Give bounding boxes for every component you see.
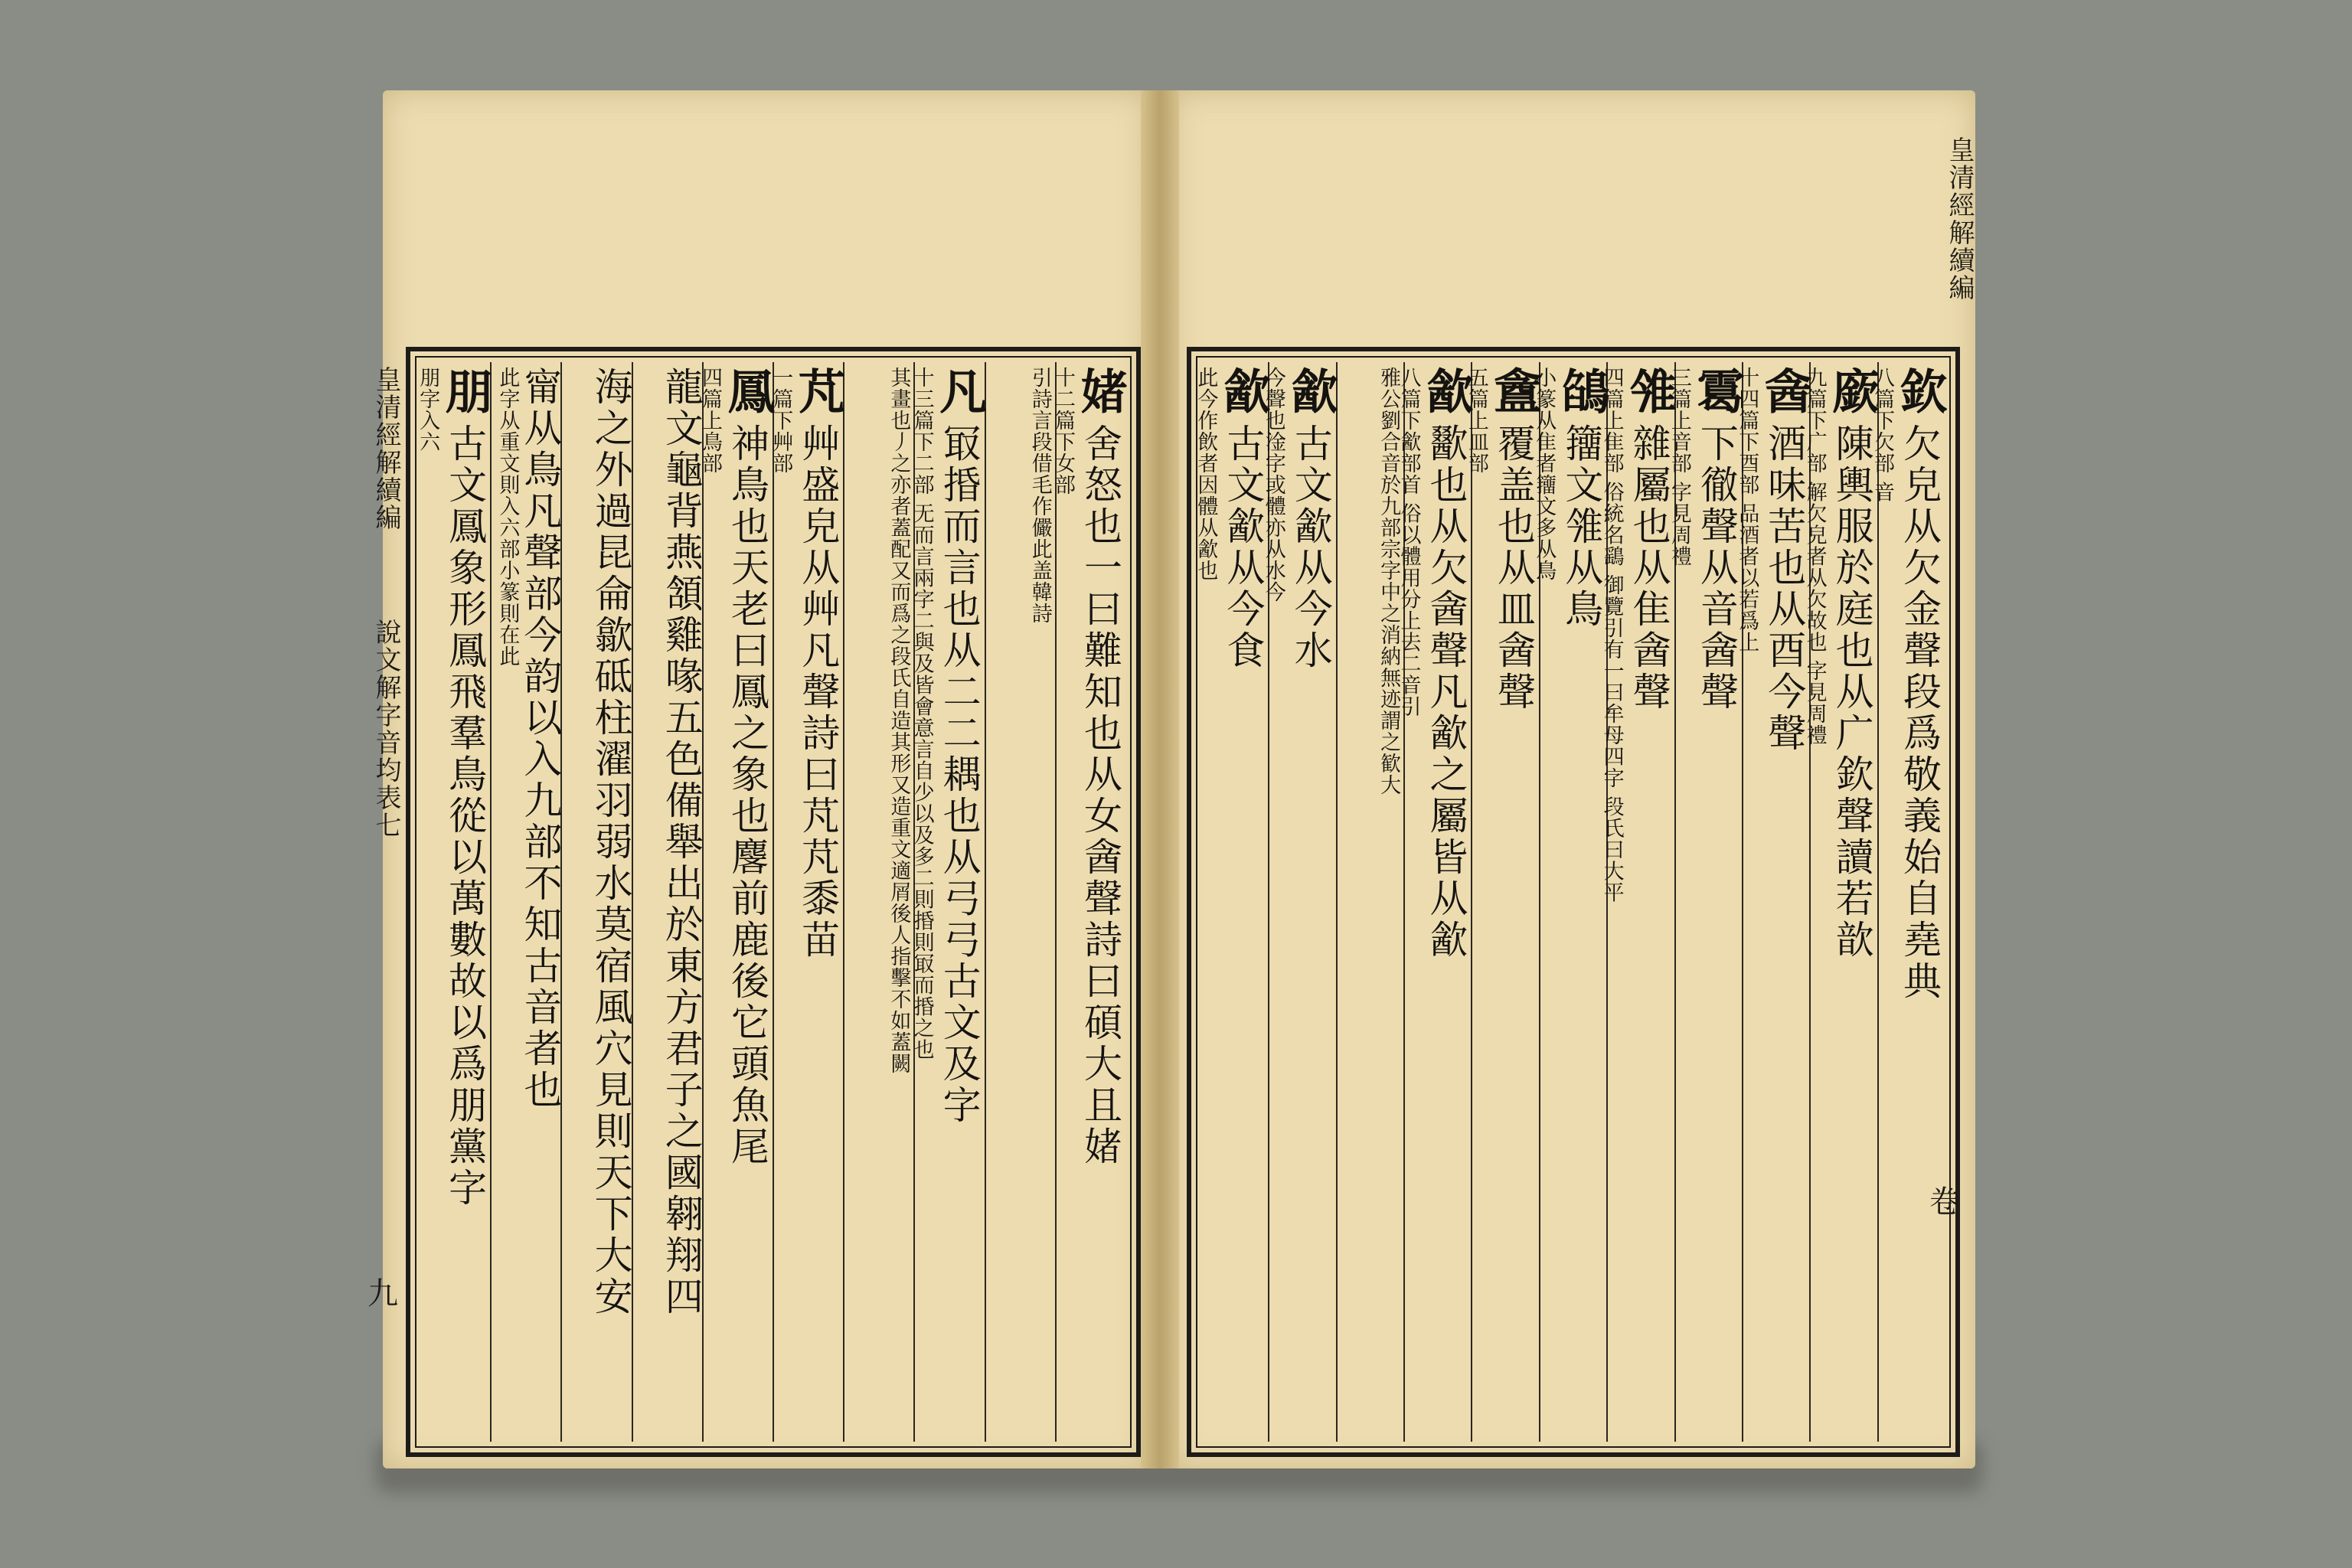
main-text: 甯从鳥凡聲部今韵以入九部不知古音者也: [518, 367, 563, 1111]
right-columns: [1194, 362, 1948, 1442]
text-column: [1599, 362, 1677, 1442]
main-text: 下徹聲从音酓聲: [1694, 423, 1739, 713]
main-text: 神鳥也天老曰鳳之象也麐前鹿後它頭魚尾: [724, 423, 769, 1168]
book-gutter: [1141, 90, 1179, 1468]
main-text: 冣捪而言也从二二耦也从弓弓古文及字: [936, 423, 982, 1126]
text-column: [843, 362, 913, 1442]
main-text: 舍怒也一曰難知也从女酓聲詩曰碩大且媎: [1078, 423, 1122, 1168]
right-text-frame: [1187, 347, 1960, 1457]
annotation-text: 朋字入六: [416, 367, 440, 452]
text-column: [1336, 362, 1403, 1442]
headword: 媎: [1073, 367, 1129, 416]
main-text: 古文㱃从今水: [1288, 423, 1333, 671]
headword: 欽: [1892, 367, 1948, 416]
main-text: 酒味苦也从酉今聲: [1762, 423, 1807, 754]
headword: 㱃: [1418, 367, 1475, 416]
annotation-text: 十二篇下女部: [1051, 367, 1075, 495]
right-margin-title: 皇清經解續編: [1944, 136, 1975, 302]
annotation-text: 九篇下广部 解欠皃者从欠故也 字見周禮: [1802, 367, 1827, 746]
headword: 㱃: [1215, 367, 1272, 416]
headword: 盦: [1485, 367, 1542, 416]
headword: 鳳: [719, 367, 776, 416]
annotation-text: 小篆从隹者籒文多从鳥: [1532, 367, 1557, 581]
text-column: [1051, 362, 1129, 1442]
text-column: [490, 362, 563, 1442]
main-text: 欠皃从欠金聲段爲敬義始自堯典: [1897, 423, 1942, 1002]
text-column: [1802, 362, 1880, 1442]
headword: 鵮: [1553, 367, 1610, 416]
main-text: 艸盛皃从艸凡聲詩曰芃芃黍苗: [795, 423, 841, 961]
left-margin-title: 皇清經解續編: [371, 366, 401, 531]
annotation-text: 八篇下欠部 音: [1870, 367, 1894, 503]
main-text: 海之外過昆侖歙砥柱濯羽弱水莫宿風穴見則天下大安: [588, 367, 633, 1318]
text-column: [560, 362, 631, 1442]
text-column: [769, 362, 847, 1442]
headword: 㱃: [1282, 367, 1339, 416]
headword: 酓: [1756, 367, 1813, 416]
headword: 廞: [1824, 367, 1880, 416]
text-column: [1464, 362, 1542, 1442]
left-text-frame: [406, 347, 1141, 1457]
annotation-text: 此今作飲者因體从㱃也: [1194, 367, 1218, 581]
headword: 凡: [931, 367, 988, 416]
annotation-text: 十四篇下酉部 品酒者以若爲上: [1735, 367, 1759, 653]
annotation-text: 四篇上鳥部: [697, 367, 722, 474]
text-column: [697, 362, 776, 1442]
left-margin-subtitle: 說文解字音均表七: [371, 619, 401, 839]
annotation-text: 十三篇下二部 无而言兩字二與及皆會意言自少以及多二則捪則冣而捪之也: [910, 367, 934, 1060]
text-column: [1194, 362, 1272, 1442]
left-folio: 九: [368, 1276, 398, 1312]
main-text: 覆盖也从皿酓聲: [1491, 423, 1536, 713]
right-folio: 卷: [1929, 1184, 1960, 1220]
text-column: [416, 362, 494, 1442]
annotation-text: 八篇下㱃部首 俗以體用分上去二音引: [1396, 367, 1421, 717]
text-column: [1261, 362, 1339, 1442]
annotation-text: 此字从重文則入六部小篆則在此: [495, 367, 520, 667]
annotation-text: 四篇上隹部 俗統名鷂 御覽引有一曰牟母四字 段氏曰大平: [1599, 367, 1624, 903]
headword: 䨠: [1688, 367, 1745, 416]
text-column: [910, 362, 988, 1442]
annotation-text: 五篇上皿部: [1464, 367, 1488, 474]
main-text: 歠也从欠酓聲凡㱃之屬皆从㱃: [1423, 423, 1468, 961]
headword: 朋: [437, 367, 494, 416]
main-text: 龍文龜背燕頷雞喙五色備舉出於東方君子之國翱翔四: [658, 367, 704, 1318]
text-column: [1667, 362, 1745, 1442]
text-column: [632, 362, 702, 1442]
text-column: [1532, 362, 1610, 1442]
text-column: [1870, 362, 1948, 1442]
text-column: [1735, 362, 1813, 1442]
text-column: [985, 362, 1055, 1442]
annotation-text: 今聲也淦字或體亦从水今: [1261, 367, 1285, 603]
left-columns: [416, 362, 1129, 1442]
main-text: 古文㱃从今食: [1220, 423, 1266, 671]
annotation-text: 其畫也丿之亦者蓋配又而爲之段氏自造其形又造重文適屑後人指擊不如蓋闕: [887, 367, 911, 1074]
headword: 雂: [1621, 367, 1677, 416]
annotation-text: 三篇上音部 字見周禮: [1667, 367, 1691, 567]
open-book: [360, 90, 1991, 1476]
text-column: [1396, 362, 1475, 1442]
annotation-text: 雅公劉合音於九部宗字中之消納無迹謂之歓大: [1377, 367, 1401, 795]
main-text: 古文鳳象形鳳飛羣鳥從以萬數故以爲朋黨字: [443, 423, 488, 1209]
main-text: 陳輿服於庭也从广欽聲讀若歆: [1829, 423, 1874, 961]
main-text: 雜屬也从隹酓聲: [1626, 423, 1671, 713]
annotation-text: 一篇下艸部: [769, 367, 793, 474]
annotation-text: 引詩言段借毛作儼此盖韓詩: [1027, 367, 1052, 624]
main-text: 籒文雂从鳥: [1559, 423, 1604, 630]
headword: 芃: [790, 367, 847, 416]
